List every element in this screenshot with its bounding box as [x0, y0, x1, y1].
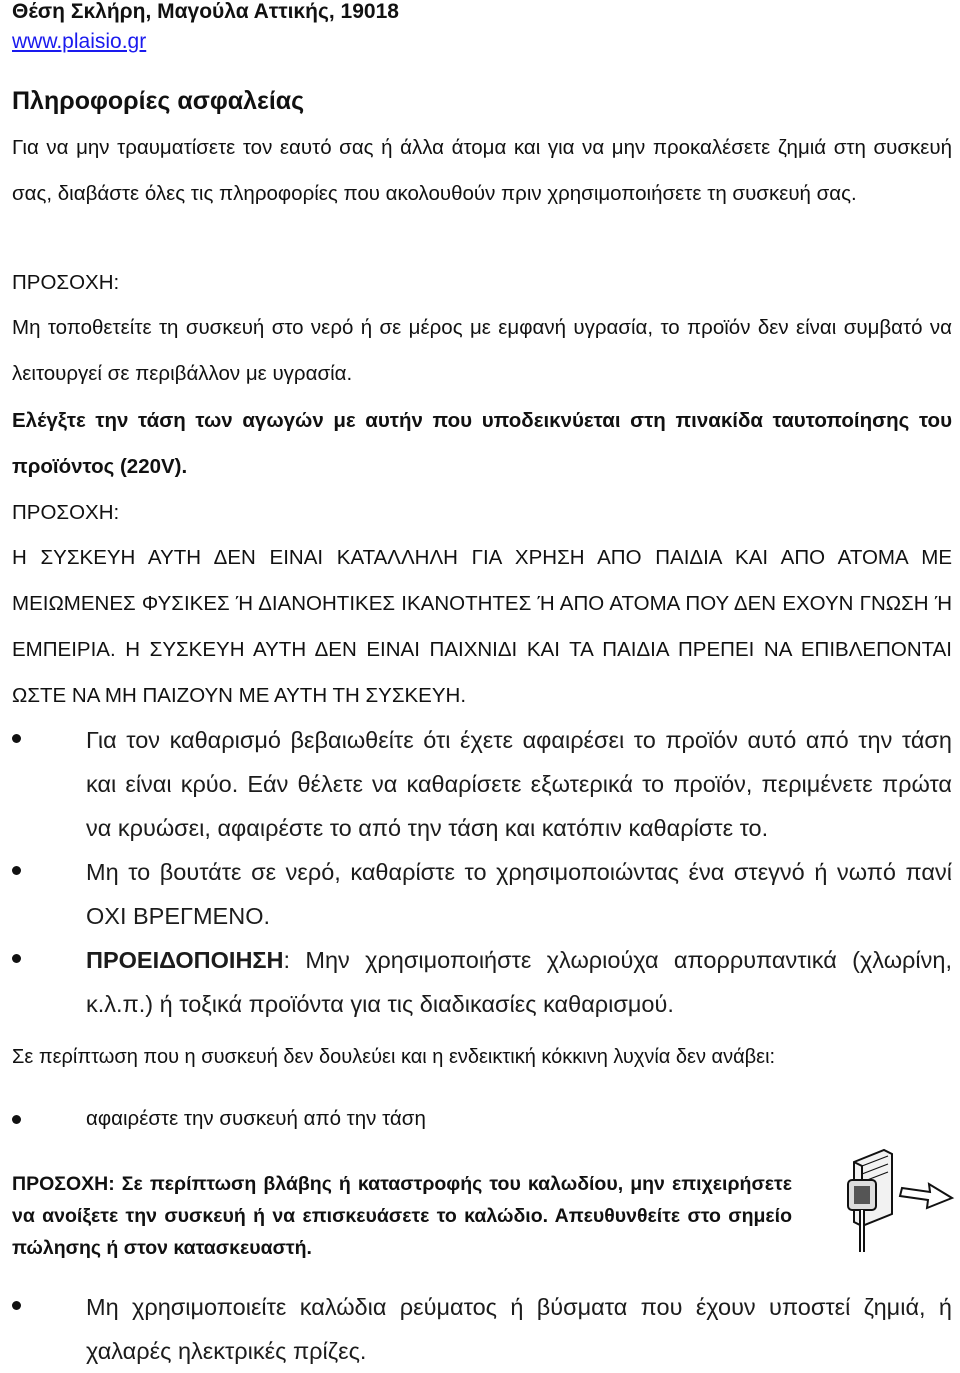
cleaning-bullet-list: [0, 718, 952, 1026]
cleaning-text: Για τον καθαρισμό βεβαιωθείτε ότι έχετε αφαιρέσει το προϊόν αυτό από την τάση και είναι κρύο. Εάν θέλετε να καθαρίσετε εξωτερικά το προϊόν, περιμένετε πρώτα να κρυώσει, αφαιρέστε το από την τάση και κατόπιν καθαρίστε το.: [86, 727, 952, 841]
list-item: [0, 938, 952, 1026]
damaged-cable-text: Μη χρησιμοποιείτε καλώδια ρεύματος ή βύσματα που έχουν υποστεί ζημιά, ή χαλαρές ηλεκτρικές πρίζες.: [86, 1294, 952, 1364]
warning-text: : Μην χρησιμοποιήστε χλωριούχα απορρυπαντικά (χλωρίνη, κ.λ.π.) ή τοξικά προϊόντα για τις διαδικασίες καθαρισμού.: [86, 947, 952, 1017]
list-item: [0, 1285, 952, 1373]
intro-paragraph: Για να μην τραυματίσετε τον εαυτό σας ή άλλα άτομα και για να μην προκαλέσετε ζημιά στη συσκευή σας, διαβάστε όλες τις πληροφορίες που ακολουθούν πριν χρησιμοποιήσετε τη συσκευή σας.: [12, 136, 952, 205]
list-item: [0, 1104, 952, 1134]
bullet-dot-icon: [12, 866, 21, 875]
remove-text: αφαιρέστε την συσκευή από την τάση: [86, 1107, 426, 1130]
company-address: Θέση Σκλήρη, Μαγούλα Αττικής, 19018: [12, 0, 399, 23]
moisture-warning: Μη τοποθετείτε τη συσκευή στο νερό ή σε μέρος με εμφανή υγρασία, το προϊόν δεν είναι συμβατό να λειτουργεί σε περιβάλλον με υγρασία.: [12, 316, 952, 385]
malfunction-note: Σε περίπτωση που η συσκευή δεν δουλεύει και η ενδεικτική κόκκινη λυχνία δεν ανάβει:: [12, 1046, 776, 1068]
attention-label: ΠΡΟΣΟΧΗ:: [12, 271, 120, 294]
bullet-dot-icon: [12, 954, 21, 963]
list-item: [0, 850, 952, 938]
attention-label-2: ΠΡΟΣΟΧΗ:: [12, 501, 120, 524]
voltage-check: Ελέγξτε την τάση των αγωγών με αυτήν που υποδεικνύεται στη πινακίδα ταυτοποίησης του προϊόντος (220V).: [12, 409, 952, 478]
bullet-dot-icon: [12, 1115, 21, 1124]
water-text: Μη το βουτάτε σε νερό, καθαρίστε το χρησιμοποιώντας ένα στεγνό ή νωπό πανί ΟΧΙ ΒΡΕΓΜΕΝΟ.: [86, 859, 952, 929]
children-warning: Η ΣΥΣΚΕΥΗ ΑΥΤΗ ΔΕΝ ΕΙΝΑΙ ΚΑΤΑΛΛΗΛΗ ΓΙΑ ΧΡΗΣΗ ΑΠΟ ΠΑΙΔΙΑ ΚΑΙ ΑΠΟ ΑΤΟΜΑ ΜΕ ΜΕΙΩΜΕΝΕΣ ΦΥΣΙΚΕΣ Ή ΔΙΑΝΟΗΤΙΚΕΣ ΙΚΑΝΟΤΗΤΕΣ Ή ΑΠΟ ΑΤΟΜΑ ΠΟΥ ΔΕΝ ΕΧΟΥΝ ΓΝΩΣΗ Ή ΕΜΠΕΙΡΙΑ. Η ΣΥΣΚΕΥΗ ΑΥΤΗ ΔΕΝ ΕΙΝΑΙ ΠΑΙΧΝΙΔΙ ΚΑΙ ΤΑ ΠΑΙΔΙΑ ΠΡΕΠΕΙ ΝΑ ΕΠΙΒΛΕΠΟΝΤΑΙ ΩΣΤΕ ΝΑ ΜΗ ΠΑΙΖΟΥΝ ΜΕ ΑΥΤΗ ΤΗ ΣΥΣΚΕΥΗ.: [12, 546, 952, 707]
website-link[interactable]: www.plaisio.gr: [12, 30, 147, 53]
unplug-cable-icon: [832, 1140, 956, 1258]
warning-word: ΠΡΟΕΙΔΟΠΟΙΗΣΗ: [86, 947, 284, 973]
bullet-dot-icon: [12, 1301, 21, 1310]
section-title: Πληροφορίες ασφαλείας: [12, 87, 305, 115]
bullet-dot-icon: [12, 734, 21, 743]
cable-warning: ΠΡΟΣΟΧΗ: Σε περίπτωση βλάβης ή καταστροφής του καλωδίου, μην επιχειρήσετε να ανοίξετε την συσκευή ή να επισκευάσετε το καλώδιο. Απευθυνθείτε στο σημείο πώλησης ή στον κατασκευαστή.: [12, 1173, 792, 1259]
list-item: [0, 718, 952, 850]
